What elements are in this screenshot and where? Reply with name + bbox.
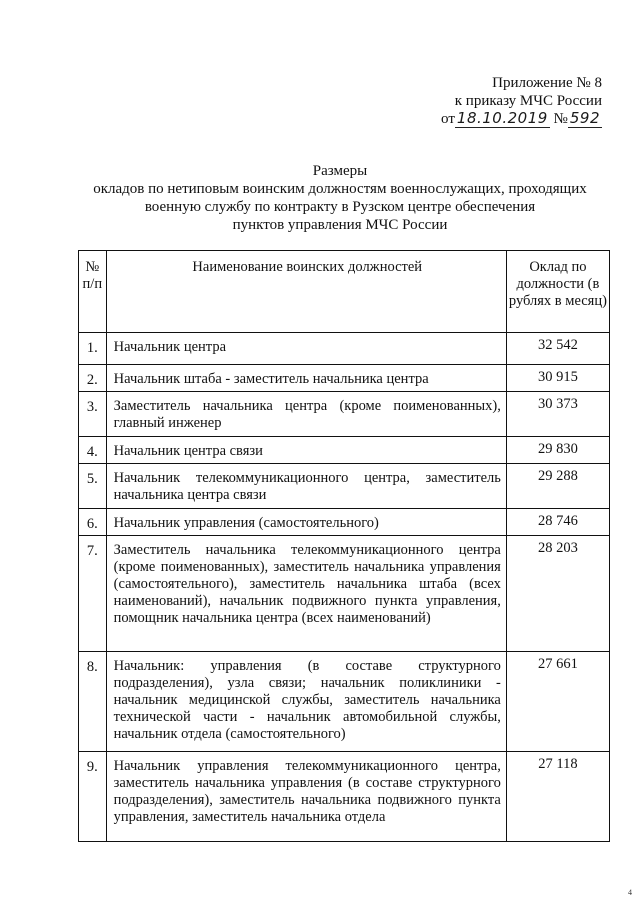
row-num: 7. xyxy=(79,536,107,652)
row-position: Начальник штаба - заместитель начальника центра xyxy=(106,365,506,392)
row-salary: 30 373 xyxy=(506,392,609,437)
order-date-number xyxy=(441,110,602,128)
row-salary: 28 746 xyxy=(506,509,609,536)
row-position: Заместитель начальника телекоммуникационного центра (кроме поименованных), заместитель начальника управления (самостоятельного), заместитель начальника штаба (всех наименований), начальник подвижного пункта управления, помощник начальника центра (всех наименований) xyxy=(106,536,506,652)
row-salary: 28 203 xyxy=(506,536,609,652)
row-salary: 27 118 xyxy=(506,752,609,842)
row-num: 8. xyxy=(79,652,107,752)
row-position: Начальник телекоммуникационного центра, заместитель начальника центра связи xyxy=(106,464,506,509)
row-num: 5. xyxy=(79,464,107,509)
row-position: Начальник: управления (в составе структурного подразделения), узла связи; начальник поликлиники - начальник медицинской службы, заместитель начальника технической части - начальник автомобильной службы, начальник отдела (самостоятельного) xyxy=(106,652,506,752)
appendix-block xyxy=(441,74,602,128)
order-reference: к приказу МЧС России xyxy=(454,93,602,109)
salary-table xyxy=(78,250,610,842)
header-salary: Оклад по должности (в рублях в месяц) xyxy=(506,251,609,333)
row-position: Начальник управления (самостоятельного) xyxy=(106,509,506,536)
table-row xyxy=(79,536,610,652)
table-row xyxy=(79,437,610,464)
appendix-line: Приложение № 8 xyxy=(492,75,602,91)
header-num: № п/п xyxy=(79,251,107,333)
row-salary: 32 542 xyxy=(506,333,609,365)
number-prefix: № xyxy=(553,111,568,127)
row-num: 9. xyxy=(79,752,107,842)
title-line: окладов по нетиповым воинским должностям военнослужащих, проходящих xyxy=(93,181,587,197)
row-position: Начальник центра xyxy=(106,333,506,365)
row-num: 3. xyxy=(79,392,107,437)
row-salary: 27 661 xyxy=(506,652,609,752)
row-position: Начальник центра связи xyxy=(106,437,506,464)
title-line: пунктов управления МЧС России xyxy=(232,217,448,233)
row-salary: 29 288 xyxy=(506,464,609,509)
order-number: 592 xyxy=(569,109,600,127)
table-row xyxy=(79,365,610,392)
date-prefix: от xyxy=(441,111,455,127)
row-position: Заместитель начальника центра (кроме поименованных), главный инженер xyxy=(106,392,506,437)
table-row xyxy=(79,333,610,365)
document-title xyxy=(60,162,620,234)
row-salary: 30 915 xyxy=(506,365,609,392)
title-line: военную службу по контракту в Рузском центре обеспечения xyxy=(144,199,536,215)
order-date: 18.10.2019 xyxy=(456,109,548,127)
table-row xyxy=(79,464,610,509)
row-salary: 29 830 xyxy=(506,437,609,464)
table-row xyxy=(79,509,610,536)
page-corner-mark: 4 xyxy=(628,888,632,897)
table-row xyxy=(79,392,610,437)
table-header-row xyxy=(79,251,610,333)
row-position: Начальник управления телекоммуникационного центра, заместитель начальника управления (в составе структурного подразделения), заместитель начальника подвижного пункта управления, заместитель начальника отдела xyxy=(106,752,506,842)
row-num: 1. xyxy=(79,333,107,365)
header-name: Наименование воинских должностей xyxy=(106,251,506,333)
row-num: 2. xyxy=(79,365,107,392)
row-num: 6. xyxy=(79,509,107,536)
title-line: Размеры xyxy=(312,163,368,179)
row-num: 4. xyxy=(79,437,107,464)
table-row xyxy=(79,652,610,752)
table-row xyxy=(79,752,610,842)
